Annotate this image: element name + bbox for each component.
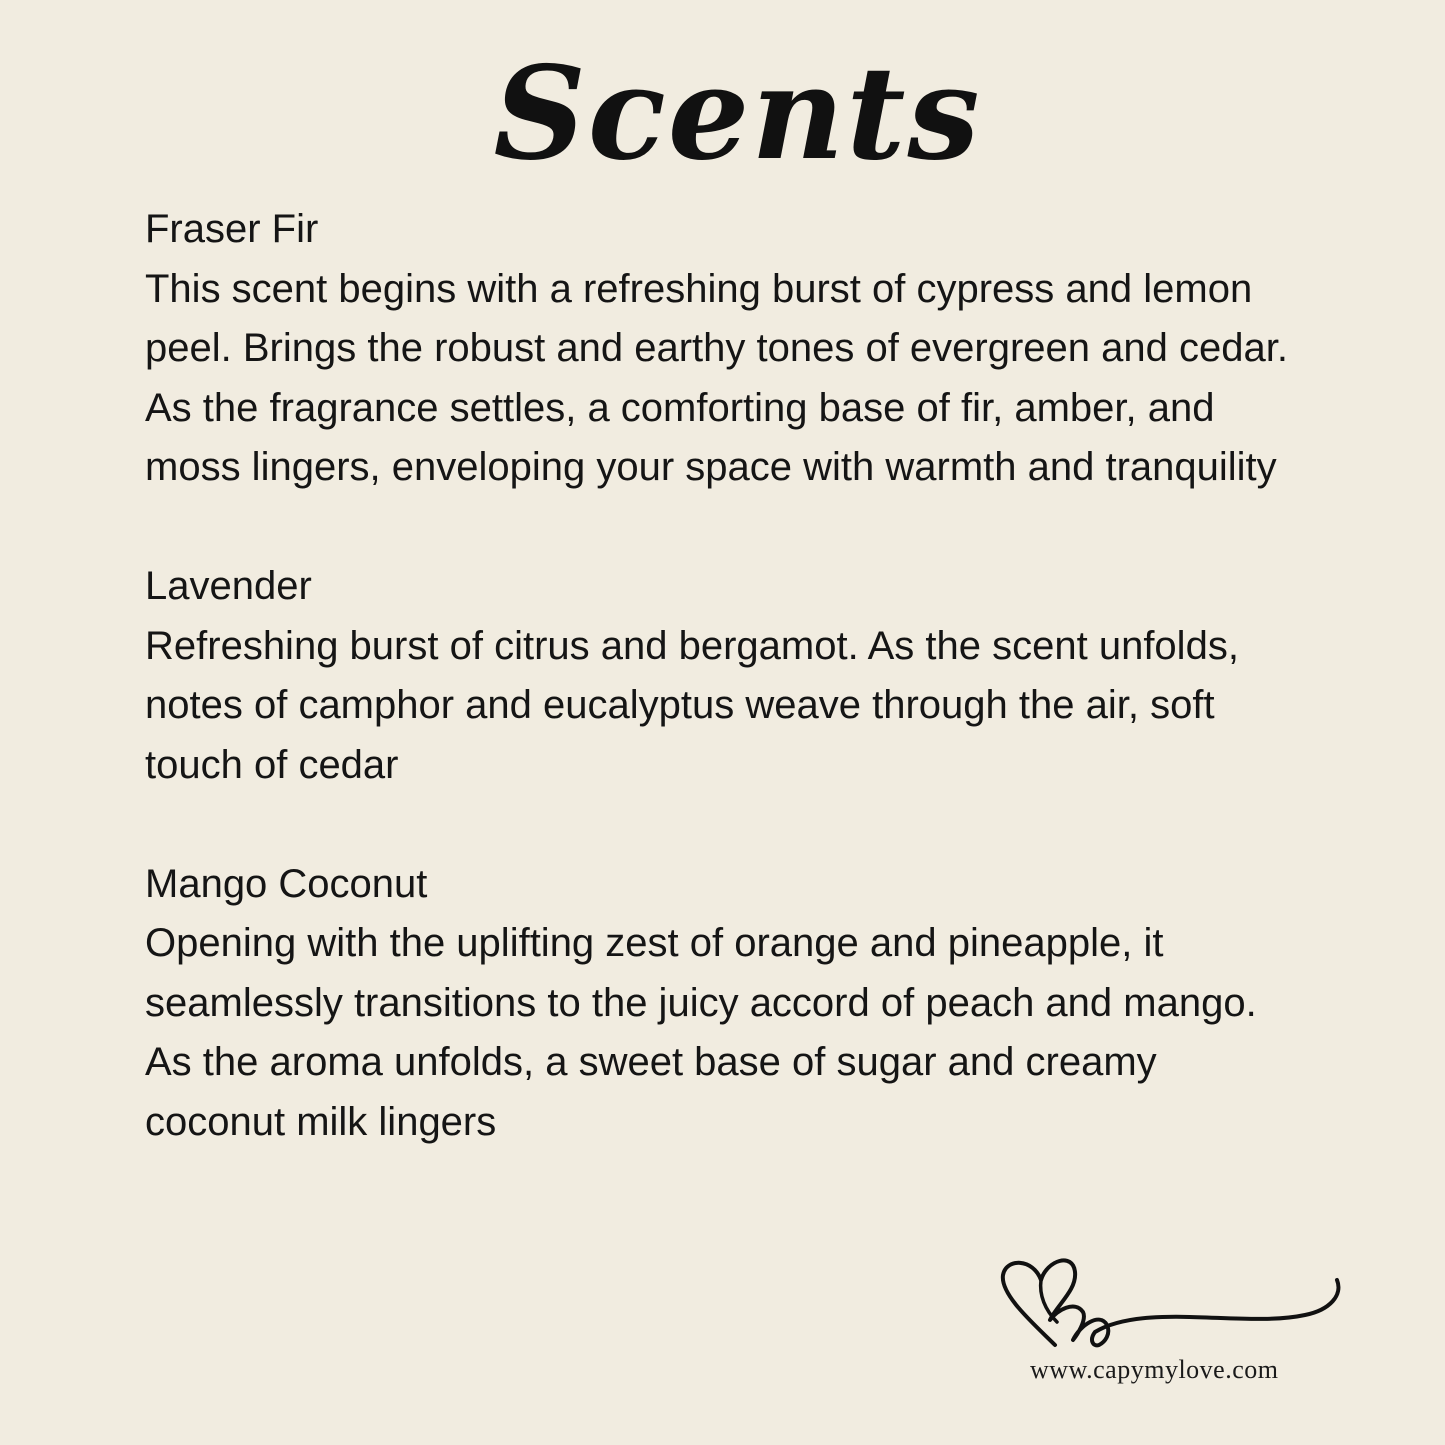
scent-item-fraser-fir xyxy=(145,200,1295,498)
scent-name: Mango Coconut xyxy=(145,861,428,906)
scent-list xyxy=(145,200,1295,1212)
scent-item-lavender xyxy=(145,557,1295,795)
scent-item-mango-coconut xyxy=(145,855,1295,1153)
website-url[interactable]: www.capymylove.com xyxy=(1030,1355,1279,1384)
page-title: Scents xyxy=(493,39,982,189)
scent-description: This scent begins with a refreshing burst of cypress and lemon peel. Brings the robust and earthy tones of evergreen and cedar. As the fragrance settles, a comforting base of fir, amber, and moss lingers, enveloping your space with warmth and tranquility xyxy=(145,266,1288,489)
heart-signature-icon xyxy=(995,1250,1355,1365)
scent-description: Refreshing burst of citrus and bergamot. As the scent unfolds, notes of camphor and eucalyptus weave through the air, soft touch of cedar xyxy=(145,623,1239,787)
scent-name: Fraser Fir xyxy=(145,207,319,251)
scent-name: Lavender xyxy=(145,564,312,608)
scent-description: Opening with the uplifting zest of orange and pineapple, it seamlessly transitions to the juicy accord of peach and mango. As the aroma unfolds, a sweet base of sugar and creamy coconut milk lingers xyxy=(145,921,1257,1144)
